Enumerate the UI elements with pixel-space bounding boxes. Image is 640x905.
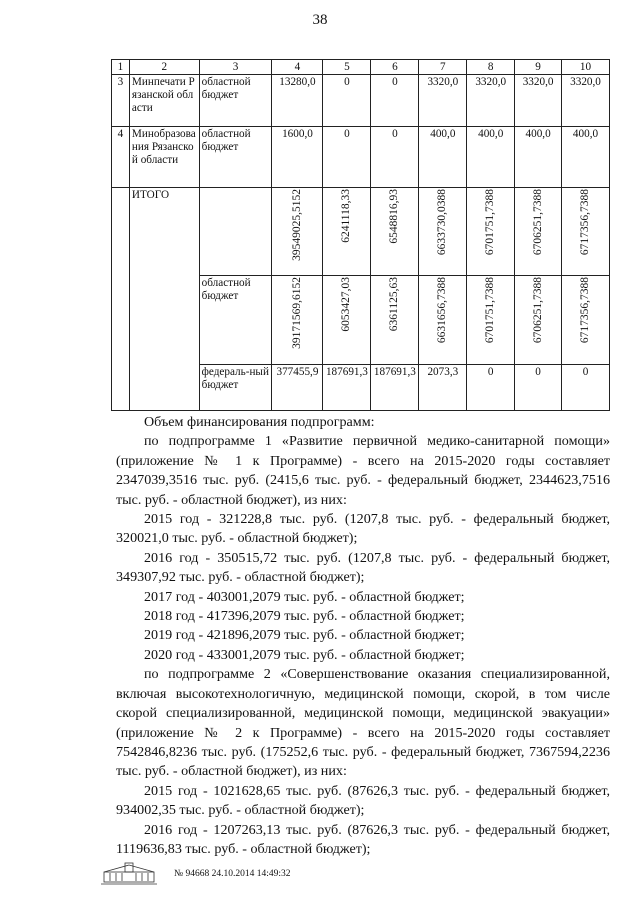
cell-total: 1600,0 (272, 127, 323, 188)
row-number: 4 (112, 127, 130, 188)
column-header: 10 (562, 60, 610, 75)
cell-2020: 0 (562, 365, 610, 411)
cell-2020: 400,0 (562, 127, 610, 188)
cell-2016: 6548816,93 (388, 189, 401, 244)
paragraph: по подпрограмме 2 «Совершенствование оказания специализированной, включая высокотехнологичную, медицинской помощи, скорой, в том числе скорой специализированной, медицинской помощи, медицинской эвакуации» (приложение № 2 к Программе) - всего на 2015-2020 годы составляет 7542846,8236 тыс. руб. (175252,6 тыс. руб. - федеральный бюджет, 7367594,2236 тыс. руб. - областной бюджет), из них: (116, 666, 610, 780)
body-text (116, 413, 610, 859)
cell-2015: 6053427,03 (340, 277, 353, 332)
column-header: 1 (112, 60, 130, 75)
paragraph: 2015 год - 321228,8 тыс. руб. (1207,8 тыс. руб. - федеральный бюджет, 320021,0 тыс. руб. - областной бюджет); (116, 511, 610, 547)
cell-2018: 6701751,7388 (484, 277, 497, 344)
cell-2017: 6631656,7388 (436, 277, 449, 344)
column-header: 2 (129, 60, 199, 75)
table-header-row (112, 60, 610, 75)
paragraph: Объем финансирования подпрограмм: (144, 414, 375, 430)
column-header: 6 (371, 60, 419, 75)
cell-2015: 187691,3 (323, 365, 371, 411)
cell-2016: 0 (371, 75, 419, 127)
column-header: 8 (467, 60, 515, 75)
table-row-total (112, 188, 610, 276)
cell-2019: 6706251,7388 (531, 277, 544, 344)
cell-2020: 6717356,7388 (579, 189, 592, 256)
paragraph: 2017 год - 403001,2079 тыс. руб. - областной бюджет; (144, 588, 465, 605)
total-label: ИТОГО (129, 188, 199, 411)
cell-2019: 400,0 (515, 127, 562, 188)
cell-total: 13280,0 (272, 75, 323, 127)
cell-2017: 2073,3 (419, 365, 467, 411)
cell-2017: 400,0 (419, 127, 467, 188)
cell-2015: 0 (323, 127, 371, 188)
column-header: 3 (199, 60, 272, 75)
building-logo-icon (100, 862, 158, 886)
cell-2018: 3320,0 (467, 75, 515, 127)
document-stamp: № 94668 24.10.2014 14:49:32 (174, 869, 291, 879)
cell-2018: 400,0 (467, 127, 515, 188)
cell-2016: 187691,3 (371, 365, 419, 411)
cell-2017: 6633730,0388 (436, 189, 449, 256)
footer (100, 862, 290, 886)
cell-2016: 0 (371, 127, 419, 188)
row-number (112, 188, 130, 411)
page-number: 38 (312, 12, 328, 28)
cell-2019: 6706251,7388 (531, 189, 544, 256)
cell-total: 377455,9 (272, 365, 323, 411)
cell-2015: 0 (323, 75, 371, 127)
organization-name: Минобразования Рязанской области (129, 127, 199, 188)
funding-source: областной бюджет (199, 276, 272, 365)
paragraph: по подпрограмме 1 «Развитие первичной медико-санитарной помощи» (приложение № 1 к Программе) - всего на 2015-2020 годы составляет 2347039,3516 тыс. руб. (2415,6 тыс. руб. - федеральный бюджет, 2344623,7516 тыс. руб. - областной бюджет), из них: (116, 433, 610, 508)
paragraph: 2016 год - 350515,72 тыс. руб. (1207,8 тыс. руб. - федеральный бюджет, 349307,92 тыс. руб. - областной бюджет); (116, 549, 610, 586)
organization-name: Минпечати Рязанской области (129, 75, 199, 127)
cell-total: 39549025,5152 (290, 189, 303, 261)
column-header: 9 (515, 60, 562, 75)
funding-source: областной бюджет (199, 127, 272, 188)
cell-2019: 0 (515, 365, 562, 411)
column-header: 4 (272, 60, 323, 75)
cell-2019: 3320,0 (515, 75, 562, 127)
funding-source (199, 188, 272, 276)
cell-2018: 0 (467, 365, 515, 411)
cell-2015: 6241118,33 (340, 189, 353, 243)
cell-2017: 3320,0 (419, 75, 467, 127)
cell-total: 39171569,6152 (290, 277, 303, 349)
cell-2016: 6361125,63 (388, 277, 401, 332)
paragraph: 2016 год - 1207263,13 тыс. руб. (87626,3 тыс. руб. - федеральный бюджет, 1119636,83 тыс. руб. - областной бюджет); (116, 821, 610, 857)
budget-table (111, 59, 610, 411)
column-header: 5 (323, 60, 371, 75)
funding-source: областной бюджет (199, 75, 272, 127)
table-row (112, 75, 610, 127)
cell-2020: 6717356,7388 (579, 277, 592, 344)
paragraph: 2019 год - 421896,2079 тыс. руб. - областной бюджет; (144, 627, 465, 644)
cell-2018: 6701751,7388 (484, 189, 497, 256)
cell-2020: 3320,0 (562, 75, 610, 127)
paragraph: 2018 год - 417396,2079 тыс. руб. - областной бюджет; (144, 608, 465, 625)
row-number: 3 (112, 75, 130, 127)
funding-source: федераль-ный бюджет (199, 365, 272, 411)
paragraph: 2015 год - 1021628,65 тыс. руб. (87626,3 тыс. руб. - федеральный бюджет, 934002,35 тыс. руб. - областной бюджет); (116, 782, 610, 819)
column-header: 7 (419, 60, 467, 75)
paragraph: 2020 год - 433001,2079 тыс. руб. - областной бюджет; (144, 646, 465, 663)
table-row (112, 127, 610, 188)
